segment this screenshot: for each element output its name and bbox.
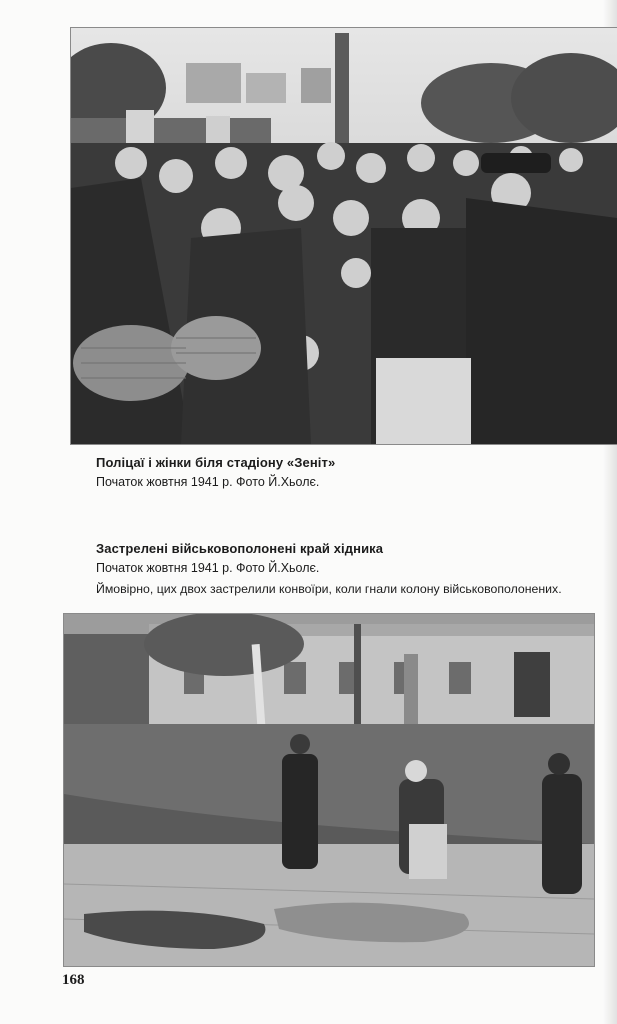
caption-date-photographer: Початок жовтня 1941 р. Фото Й.Хьолє. [96, 561, 320, 575]
photo-crowd-near-stadium [70, 27, 617, 445]
caption-description: Ймовірно, цих двох застрелили конвоїри, коли гнали колону військовополонених. [96, 582, 562, 596]
caption-title-shot-prisoners: Застрелені військовополонені край хідника [96, 541, 384, 556]
page-number: 168 [62, 972, 85, 988]
photo-street-image [64, 614, 594, 966]
photo-crowd-image [71, 28, 617, 444]
caption-date-photographer: Початок жовтня 1941 р. Фото Й.Хьолє. [96, 475, 320, 489]
caption-title-police-and-women: Поліцаї і жінки біля стадіону «Зеніт» [96, 455, 336, 470]
photo-street-scene [63, 613, 595, 967]
